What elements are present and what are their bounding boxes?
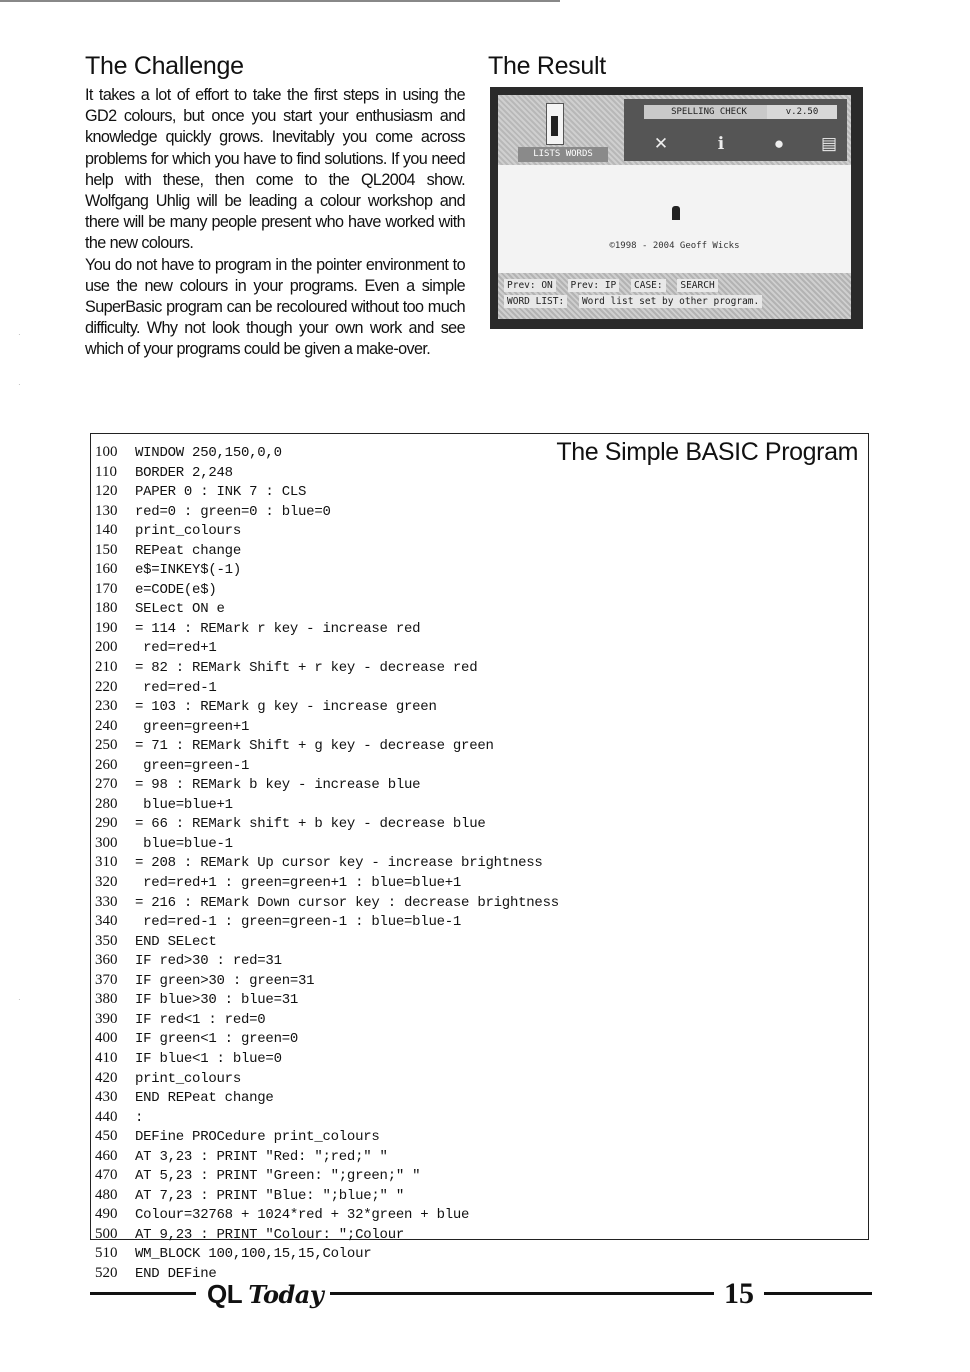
line-code: IF red<1 : red=0 — [135, 1011, 266, 1028]
code-line — [95, 1205, 559, 1225]
result-heading: The Result — [488, 52, 606, 80]
line-code: IF green<1 : green=0 — [135, 1031, 299, 1048]
program-listing-box — [90, 433, 869, 1282]
line-code: e$=INKEY$(-1) — [135, 562, 241, 579]
line-code: BORDER 2,248 — [135, 464, 233, 481]
code-line — [95, 541, 559, 561]
line-number: 460 — [95, 1147, 118, 1164]
status-item[interactable]: Prev: IP — [568, 279, 620, 292]
line-number: 400 — [95, 1030, 118, 1047]
code-line — [95, 853, 559, 873]
code-line — [95, 1147, 559, 1167]
line-code: WM_BLOCK 100,100,15,15,Colour — [135, 1246, 372, 1263]
challenge-paragraph-2: You do not have to program in the pointer environment to use the new colours in your programs. Even a simple SuperBasic program can be recoloured without too much difficulty. Why not look though your own work and see which of your programs could be given a make-over. — [85, 255, 465, 359]
code-line — [95, 717, 559, 737]
line-code: IF blue>30 : blue=31 — [135, 992, 299, 1009]
code-line — [95, 873, 559, 893]
line-code: DEFine PROCedure print_colours — [135, 1129, 380, 1146]
line-code: red=red+1 — [135, 640, 217, 657]
line-code: green=green+1 — [135, 718, 250, 735]
code-line — [95, 1088, 559, 1108]
line-number: 230 — [95, 698, 118, 715]
code-line — [95, 658, 559, 678]
program-code — [95, 443, 559, 1284]
line-number: 190 — [95, 619, 118, 636]
line-number: 470 — [95, 1167, 118, 1184]
line-number: 310 — [95, 854, 118, 871]
search-button[interactable]: SEARCH — [677, 279, 717, 292]
line-number: 130 — [95, 502, 118, 519]
line-number: 100 — [95, 444, 118, 460]
spelling-check-title[interactable]: SPELLING CHECK — [644, 105, 774, 119]
challenge-heading: The Challenge — [85, 52, 244, 80]
margin-dot: · — [18, 330, 21, 339]
info-icon[interactable]: ℹ — [717, 134, 725, 153]
spellcheck-window — [498, 95, 851, 319]
line-number: 220 — [95, 678, 118, 695]
line-code: IF red>30 : red=31 — [135, 953, 282, 970]
window-body — [498, 165, 851, 273]
code-line — [95, 951, 559, 971]
document-icon[interactable]: ▤ — [820, 134, 838, 153]
toolbar-panel — [624, 99, 847, 161]
result-screenshot — [490, 87, 863, 329]
code-line — [95, 580, 559, 600]
line-number: 270 — [95, 776, 118, 793]
line-number: 330 — [95, 893, 118, 910]
line-number: 300 — [95, 834, 118, 851]
code-line — [95, 1186, 559, 1206]
footer-rule-left — [90, 1292, 196, 1295]
word-list-label: WORD LIST: — [504, 295, 567, 308]
status-item[interactable]: Prev: ON — [504, 279, 556, 292]
line-code: : — [135, 1109, 144, 1126]
line-code: AT 7,23 : PRINT "Blue: ";blue;" " — [135, 1187, 404, 1204]
line-code: = 82 : REMark Shift + r key - decrease red — [135, 660, 478, 677]
line-number: 420 — [95, 1069, 118, 1086]
line-code: END SELect — [135, 933, 217, 950]
line-number: 210 — [95, 659, 118, 676]
line-number: 120 — [95, 483, 118, 500]
line-number: 290 — [95, 815, 118, 832]
version-label: v.2.50 — [767, 105, 837, 119]
line-code: = 114 : REMark r key - increase red — [135, 620, 421, 637]
line-code: = 71 : REMark Shift + g key - decrease green — [135, 738, 494, 755]
status-bar — [498, 273, 851, 319]
line-code: = 103 : REMark g key - increase green — [135, 699, 437, 716]
line-number: 280 — [95, 795, 118, 812]
line-code: print_colours — [135, 523, 241, 540]
program-title: The Simple BASIC Program — [556, 438, 858, 466]
line-number: 450 — [95, 1128, 118, 1145]
code-line — [95, 638, 559, 658]
line-code: IF green>30 : green=31 — [135, 972, 315, 989]
code-line — [95, 1010, 559, 1030]
line-number: 140 — [95, 522, 118, 539]
code-line — [95, 795, 559, 815]
code-line — [95, 697, 559, 717]
status-row-2 — [504, 295, 845, 308]
code-line — [95, 1127, 559, 1147]
line-number: 340 — [95, 913, 118, 930]
line-number: 160 — [95, 561, 118, 578]
line-code: blue=blue+1 — [135, 796, 233, 813]
code-line — [95, 678, 559, 698]
line-code: AT 9,23 : PRINT "Colour: ";Colour — [135, 1226, 404, 1243]
line-number: 200 — [95, 639, 118, 656]
code-line — [95, 932, 559, 952]
line-code: SELect ON e — [135, 601, 225, 618]
code-line — [95, 599, 559, 619]
code-line — [95, 463, 559, 483]
line-code: END DEFine — [135, 1265, 217, 1282]
code-line — [95, 1029, 559, 1049]
line-number: 480 — [95, 1186, 118, 1203]
line-number: 240 — [95, 717, 118, 734]
code-line — [95, 912, 559, 932]
line-code: PAPER 0 : INK 7 : CLS — [135, 484, 307, 501]
line-number: 510 — [95, 1245, 118, 1262]
code-line — [95, 560, 559, 580]
magazine-brand — [207, 1279, 323, 1310]
status-row-1 — [504, 279, 845, 292]
app-logo — [506, 101, 616, 159]
line-number: 410 — [95, 1049, 118, 1066]
line-code: print_colours — [135, 1070, 241, 1087]
brand-ql: QL — [207, 1279, 242, 1309]
line-code: Colour=32768 + 1024*red + 32*green + blue — [135, 1207, 470, 1224]
code-line — [95, 893, 559, 913]
line-code: = 216 : REMark Down cursor key : decrease brightness — [135, 894, 559, 911]
line-code: REPeat change — [135, 542, 241, 559]
line-code: red=red-1 : green=green-1 : blue=blue-1 — [135, 914, 462, 931]
line-number: 250 — [95, 737, 118, 754]
line-number: 370 — [95, 971, 118, 988]
line-code: green=green-1 — [135, 757, 250, 774]
line-number: 110 — [95, 463, 117, 480]
disk-icon[interactable]: ● — [773, 134, 785, 153]
brand-today: Today — [248, 1280, 324, 1309]
line-number: 260 — [95, 756, 118, 773]
code-line — [95, 775, 559, 795]
line-code: e=CODE(e$) — [135, 581, 217, 598]
line-number: 490 — [95, 1206, 118, 1223]
line-code: red=red+1 : green=green+1 : blue=blue+1 — [135, 875, 462, 892]
line-code: = 208 : REMark Up cursor key - increase brightness — [135, 855, 543, 872]
line-number: 380 — [95, 991, 118, 1008]
code-line — [95, 990, 559, 1010]
challenge-section — [85, 52, 465, 361]
footer-rule-middle — [330, 1292, 714, 1295]
code-line — [95, 1069, 559, 1089]
line-code: = 66 : REMark shift + b key - decrease blue — [135, 816, 486, 833]
code-line — [95, 482, 559, 502]
footer-rule-right — [764, 1292, 872, 1295]
close-icon[interactable]: ✕ — [653, 134, 669, 153]
line-code: red=0 : green=0 : blue=0 — [135, 503, 331, 520]
line-code: AT 3,23 : PRINT "Red: ";red;" " — [135, 1148, 388, 1165]
code-line — [95, 971, 559, 991]
line-code: red=red-1 — [135, 679, 217, 696]
code-line — [95, 1049, 559, 1069]
code-line — [95, 736, 559, 756]
line-number: 170 — [95, 580, 118, 597]
line-number: 180 — [95, 600, 118, 617]
code-line — [95, 1166, 559, 1186]
challenge-paragraph-1: It takes a lot of effort to take the first steps in using the GD2 colours, but once you start your enthusiasm and knowledge quickly grows. Inevitably you come across problems for which you have to find solutions. If you need help with these, then come to the QL2004 show. Wolfgang Uhlig will be leading a colour workshop and there will be many people present who have worked with the new colours. — [85, 86, 465, 253]
line-code: WINDOW 250,150,0,0 — [135, 445, 282, 461]
code-line — [95, 756, 559, 776]
code-line — [95, 1108, 559, 1128]
line-code: AT 5,23 : PRINT "Green: ";green;" " — [135, 1168, 421, 1185]
line-number: 350 — [95, 932, 118, 949]
page-footer — [90, 1279, 872, 1309]
line-number: 500 — [95, 1225, 118, 1242]
pen-logo-icon — [546, 103, 564, 145]
line-code: IF blue<1 : blue=0 — [135, 1050, 282, 1067]
case-button[interactable]: CASE: — [631, 279, 666, 292]
code-line — [95, 1225, 559, 1245]
margin-dot: · — [18, 380, 21, 389]
line-number: 320 — [95, 874, 118, 891]
code-line — [95, 814, 559, 834]
line-code: END REPeat change — [135, 1090, 274, 1107]
code-line — [95, 619, 559, 639]
line-number: 520 — [95, 1264, 118, 1281]
code-line — [95, 502, 559, 522]
line-number: 360 — [95, 952, 118, 969]
lists-words-button[interactable]: LISTS WORDS — [518, 147, 608, 162]
line-number: 390 — [95, 1010, 118, 1027]
result-section — [488, 52, 868, 87]
copyright-text: ©1998 - 2004 Geoff Wicks — [609, 241, 740, 251]
code-line — [95, 443, 559, 463]
line-code: = 98 : REMark b key - increase blue — [135, 777, 421, 794]
top-rule — [0, 0, 560, 2]
line-number: 150 — [95, 541, 118, 558]
word-list-value: Word list set by other program. — [579, 295, 762, 308]
code-line — [95, 521, 559, 541]
line-number: 430 — [95, 1089, 118, 1106]
line-code: blue=blue-1 — [135, 835, 233, 852]
line-number: 440 — [95, 1108, 118, 1125]
margin-dot: · — [18, 995, 21, 1004]
page-number: 15 — [724, 1277, 754, 1310]
pen-icon — [672, 206, 680, 220]
code-line — [95, 834, 559, 854]
window-header — [498, 95, 851, 165]
code-line — [95, 1244, 559, 1264]
